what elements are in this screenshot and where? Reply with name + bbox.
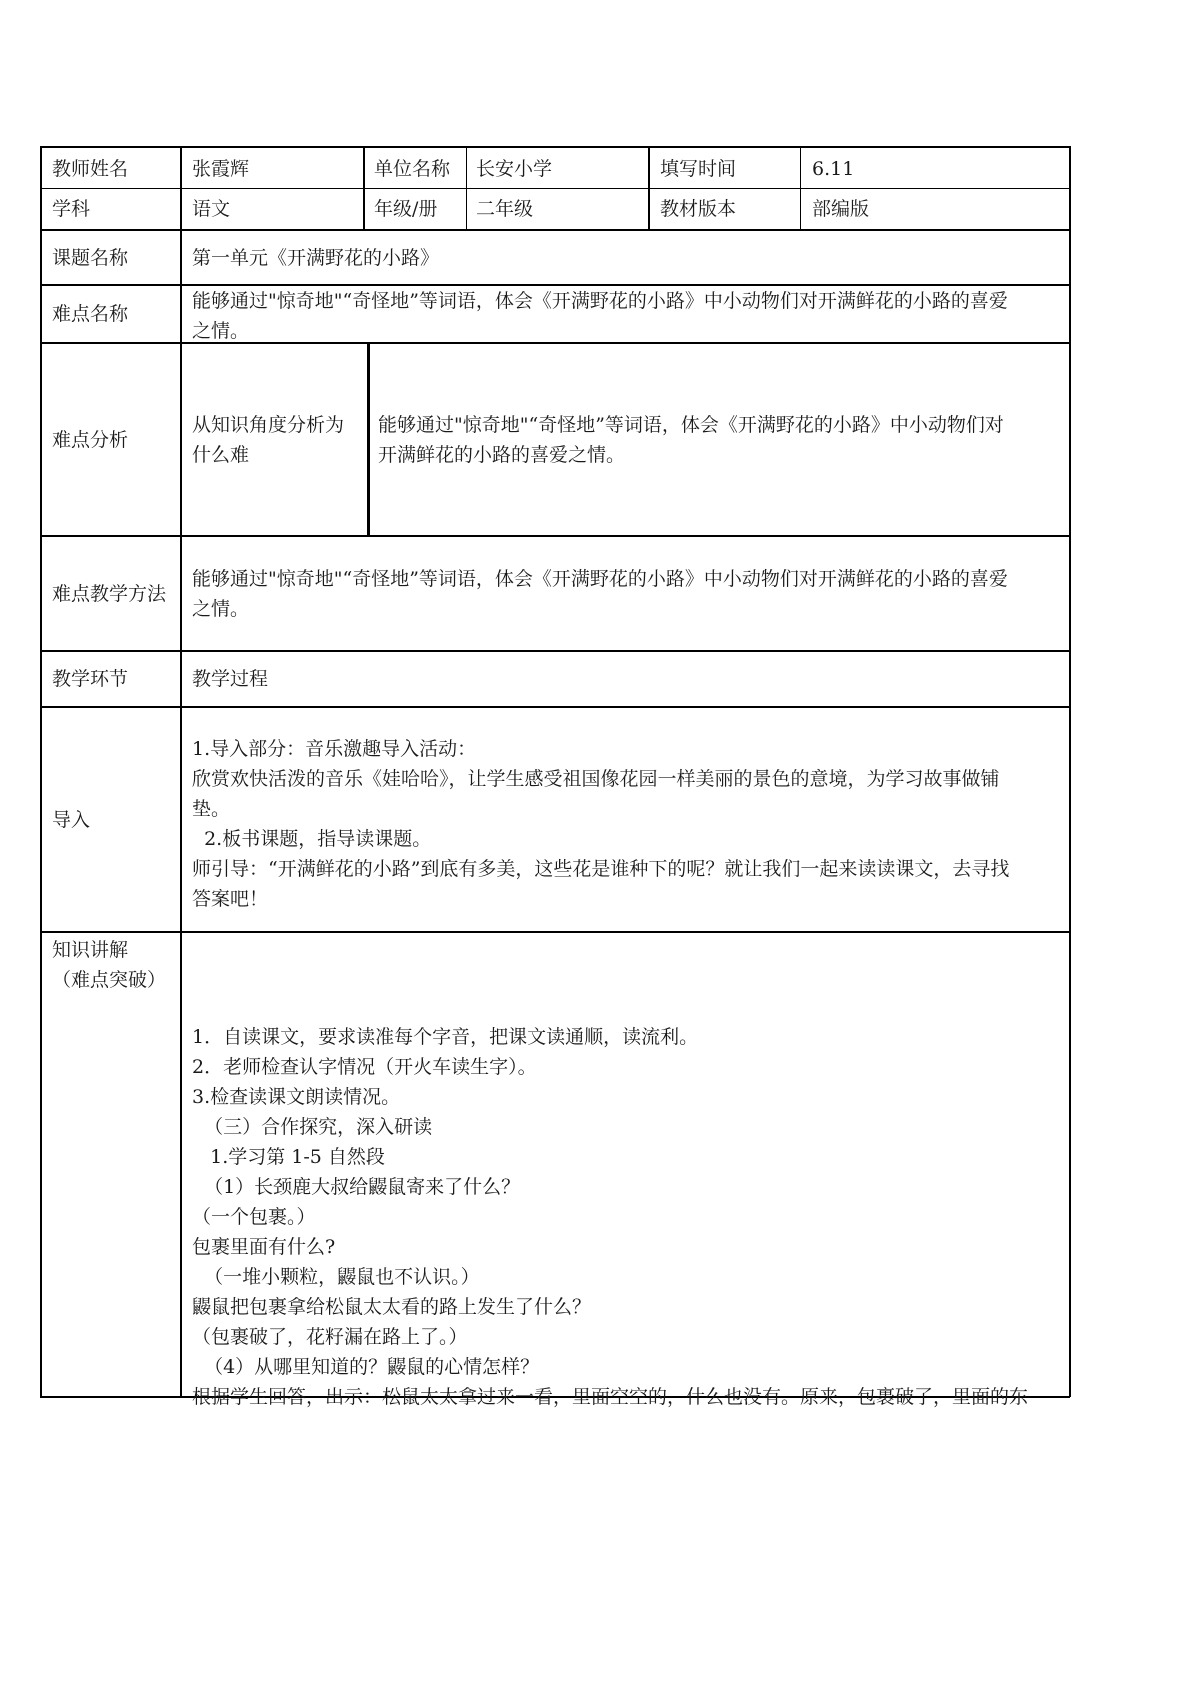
row-divider [40, 706, 1070, 708]
knowledge-line: 鼹鼠把包裹拿给松鼠太太看的路上发生了什么？ [192, 1296, 592, 1318]
analysis-sub-label-line: 什么难 [192, 444, 250, 466]
column-divider [180, 146, 182, 1397]
analysis-line: 开满鲜花的小路的喜爱之情。 [378, 444, 626, 466]
intro-text [192, 734, 1009, 914]
difficulty-line: 能够通过"惊奇地"“奇怪地”等词语，体会《开满野花的小路》中小动物们对开满鲜花的小路的喜爱 [192, 290, 1008, 312]
subject-value [192, 190, 230, 228]
grade-value-text: 二年级 [476, 198, 534, 220]
knowledge-line: （一个包裹。） [192, 1206, 316, 1228]
topic-label-text: 课题名称 [52, 246, 129, 269]
knowledge-line: （1）长颈鹿大叔给鼹鼠寄来了什么？ [192, 1176, 521, 1198]
knowledge-line: （包裹破了，花籽漏在路上了。） [192, 1326, 468, 1348]
process-stage-label-text: 教学环节 [52, 668, 129, 690]
edition-value [812, 190, 869, 228]
subject-label [52, 190, 90, 228]
subject-value-text: 语文 [192, 198, 231, 220]
analysis-label-text: 难点分析 [52, 429, 129, 451]
intro-label [52, 708, 90, 931]
analysis-sub-label [192, 410, 344, 470]
topic-label [52, 231, 128, 284]
date-label [660, 150, 736, 188]
unit-name-label [374, 150, 450, 188]
difficulty-label [52, 286, 128, 342]
intro-line: 垫。 [192, 798, 231, 820]
difficulty-text [192, 286, 1008, 346]
teacher-name-value [192, 150, 249, 188]
analysis-sub-label-line: 从知识角度分析为 [192, 414, 345, 436]
method-line: 能够通过"惊奇地"“奇怪地”等词语，体会《开满野花的小路》中小动物们对开满鲜花的小路的喜爱 [192, 568, 1008, 590]
subject-label-text: 学科 [52, 198, 91, 220]
column-divider [363, 146, 365, 230]
analysis-label [52, 344, 128, 536]
grade-label [374, 190, 437, 228]
row-divider [40, 931, 1070, 933]
table-border-right [1069, 146, 1071, 1397]
knowledge-line: 2．老师检查认字情况（开火车读生字）。 [192, 1056, 537, 1078]
knowledge-text [192, 1022, 1028, 1412]
knowledge-label-line: （难点突破） [52, 969, 167, 991]
knowledge-line: 3.检查读课文朗读情况。 [192, 1086, 401, 1108]
difficulty-label-text: 难点名称 [52, 303, 129, 325]
unit-name-value [476, 150, 552, 188]
intro-line: 2.板书课题，指导读课题。 [192, 828, 432, 850]
table-border-left [40, 146, 42, 1397]
process-value-text: 教学过程 [192, 668, 269, 690]
intro-line: 欣赏欢快活泼的音乐《娃哈哈》，让学生感受祖国像花园一样美丽的景色的意境，为学习故事做铺 [192, 768, 1000, 790]
row-divider [40, 535, 1070, 537]
teacher-name-label [52, 150, 128, 188]
edition-label-text: 教材版本 [660, 198, 737, 220]
knowledge-line: 1．自读课文，要求读准每个字音，把课文读通顺，读流利。 [192, 1026, 699, 1048]
knowledge-line: 根据学生回答，出示：松鼠太太拿过来一看，里面空空的，什么也没有。原来，包裹破了，里面的东 [192, 1386, 1029, 1408]
column-divider [800, 146, 801, 230]
date-value-text: 6.11 [812, 158, 855, 180]
table-border-top [40, 146, 1070, 148]
knowledge-line: （三）合作探究，深入研读 [192, 1116, 433, 1138]
topic-value [192, 231, 439, 284]
difficulty-line: 之情。 [192, 320, 250, 342]
column-divider [367, 342, 370, 536]
intro-line: 师引导：“开满鲜花的小路”到底有多美，这些花是谁种下的呢？就让我们一起来读读课文，去寻找 [192, 858, 1010, 880]
date-value [812, 150, 854, 188]
grade-label-text: 年级/册 [374, 198, 438, 220]
edition-label [660, 190, 736, 228]
topic-value-text: 第一单元《开满野花的小路》 [192, 246, 440, 269]
knowledge-line: 包裹里面有什么? [192, 1236, 336, 1258]
process-value [192, 652, 268, 706]
grade-value [476, 190, 533, 228]
knowledge-line: 1.学习第 1-5 自然段 [192, 1146, 385, 1168]
knowledge-label-line: 知识讲解 [52, 939, 129, 961]
intro-line: 答案吧！ [192, 888, 269, 910]
teacher-name-label-text: 教师姓名 [52, 158, 129, 180]
analysis-line: 能够通过"惊奇地"“奇怪地”等词语，体会《开满野花的小路》中小动物们对 [378, 414, 1004, 436]
date-label-text: 填写时间 [660, 158, 737, 180]
intro-line: 1.导入部分：音乐激趣导入活动： [192, 738, 477, 760]
method-text [192, 564, 1008, 624]
method-label-text: 难点教学方法 [52, 582, 167, 605]
process-stage-label [52, 652, 128, 706]
unit-name-value-text: 长安小学 [476, 158, 553, 180]
teacher-name-value-text: 张霞辉 [192, 158, 250, 180]
unit-name-label-text: 单位名称 [374, 158, 451, 180]
method-label [52, 537, 166, 650]
method-line: 之情。 [192, 598, 250, 620]
column-divider [648, 146, 650, 230]
knowledge-label [52, 935, 166, 995]
knowledge-line: （4）从哪里知道的？鼹鼠的心情怎样？ [192, 1356, 540, 1378]
row-divider [40, 188, 1070, 189]
knowledge-line: （一堆小颗粒，鼹鼠也不认识。） [192, 1266, 480, 1288]
intro-label-text: 导入 [52, 808, 91, 831]
analysis-text [378, 410, 1004, 470]
column-divider [466, 146, 467, 230]
edition-value-text: 部编版 [812, 198, 870, 220]
